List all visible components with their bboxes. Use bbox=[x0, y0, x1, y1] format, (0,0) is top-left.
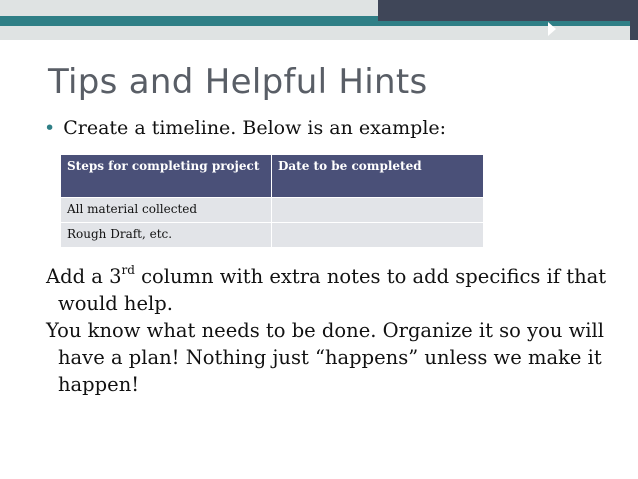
table-header-row bbox=[61, 155, 484, 198]
bullet-text: Create a timeline. Below is an example: bbox=[63, 117, 447, 139]
bullet-dot-icon: • bbox=[44, 117, 56, 139]
header-band bbox=[0, 0, 638, 40]
header-band-end-cap bbox=[630, 21, 638, 40]
header-steps: Steps for completing project bbox=[61, 155, 272, 198]
p1-text-end: column with extra notes to add specifics if that would help. bbox=[58, 265, 607, 315]
paragraph-plan: You know what needs to be done. Organize it so you will have a plan! Nothing just “happens” unless we make it happen! bbox=[46, 319, 604, 396]
slide-title: Tips and Helpful Hints bbox=[48, 62, 428, 102]
table-row bbox=[61, 223, 484, 248]
arrow-marker-icon bbox=[548, 22, 556, 36]
timeline-table bbox=[60, 154, 484, 248]
table-cell-date bbox=[272, 198, 484, 223]
header-band-dark-block bbox=[378, 0, 638, 21]
bullet-item bbox=[44, 117, 446, 139]
table-cell-step: All material collected bbox=[61, 198, 272, 223]
p1-text-start: Add a 3 bbox=[46, 265, 122, 288]
header-date: Date to be completed bbox=[272, 155, 484, 198]
p1-ordinal-suffix: rd bbox=[121, 262, 135, 277]
table-cell-date bbox=[272, 223, 484, 248]
table-cell-step: Rough Draft, etc. bbox=[61, 223, 272, 248]
paragraph-third-column bbox=[46, 263, 638, 317]
table-row bbox=[61, 198, 484, 223]
